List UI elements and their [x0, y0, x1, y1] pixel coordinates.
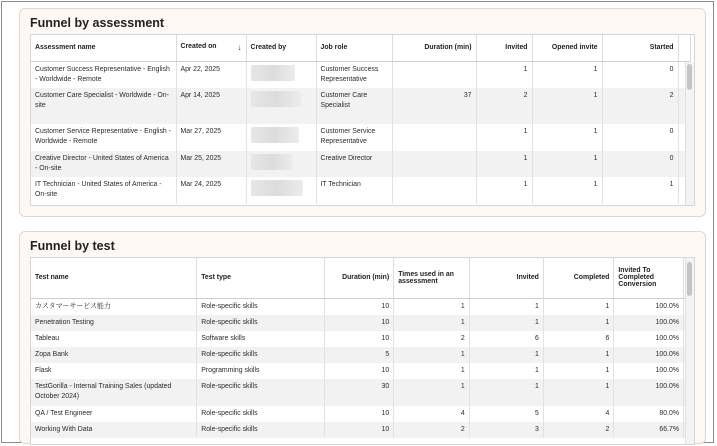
started-cell: 1 [602, 177, 678, 204]
completed-cell: 1 [543, 347, 614, 363]
created-on-cell: Apr 22, 2025 [176, 61, 246, 88]
duration-cell: 10 [324, 363, 393, 379]
col-times-used[interactable]: Times used in an assessment [394, 258, 469, 298]
conversion-cell: 100.0% [614, 363, 684, 379]
conversion-cell: 100.0% [614, 331, 684, 347]
invited-cell: 1 [469, 298, 543, 315]
table-row[interactable] [31, 124, 690, 151]
times-used-cell: 4 [394, 406, 469, 422]
opened-cell: 1 [532, 177, 602, 204]
invited-cell: 1 [469, 347, 543, 363]
times-used-cell: 1 [394, 379, 469, 406]
assessment-table [31, 35, 691, 204]
duration-cell: 10 [324, 422, 393, 438]
invited-cell: 1 [476, 124, 532, 151]
test-section-title: Funnel by test [30, 239, 115, 253]
funnel-by-assessment-card [19, 8, 706, 217]
col-test-type[interactable]: Test type [197, 258, 325, 298]
completed-cell: 1 [543, 298, 614, 315]
scrollbar-thumb[interactable] [687, 262, 692, 296]
sort-desc-icon[interactable]: ↓ [237, 43, 242, 53]
test-name-cell[interactable]: QA / Test Engineer [31, 406, 197, 422]
duration-cell: 10 [324, 331, 393, 347]
vertical-scrollbar[interactable] [685, 62, 694, 205]
times-used-cell: 1 [394, 298, 469, 315]
times-used-cell: 1 [394, 315, 469, 331]
test-name-cell[interactable]: カスタマーサービス能力 [31, 298, 197, 315]
invited-cell: 3 [469, 422, 543, 438]
job-role-cell: Customer Success Representative [316, 61, 392, 88]
col-started[interactable]: Started [602, 35, 678, 61]
table-row[interactable] [31, 406, 694, 422]
table-row[interactable] [31, 315, 694, 331]
conversion-cell: 100.0% [614, 315, 684, 331]
col-conversion[interactable]: Invited To Completed Conversion [614, 258, 684, 298]
test-type-cell: Role-specific skills [197, 347, 325, 363]
started-cell: 0 [602, 124, 678, 151]
completed-cell: 4 [543, 406, 614, 422]
col-invited[interactable]: Invited [476, 35, 532, 61]
col-job-role[interactable]: Job role [316, 35, 392, 61]
table-row[interactable] [31, 298, 694, 315]
redacted-name [251, 127, 299, 143]
col-overflow [678, 35, 690, 61]
table-row[interactable] [31, 347, 694, 363]
test-name-cell[interactable]: Flask [31, 363, 197, 379]
redacted-name [251, 154, 293, 170]
job-role-cell: Customer Service Representative [316, 124, 392, 151]
col-assessment-name[interactable]: Assessment name [31, 35, 176, 61]
col-created-on[interactable] [176, 35, 246, 61]
table-row[interactable] [31, 331, 694, 347]
col-duration[interactable]: Duration (min) [324, 258, 393, 298]
test-name-cell[interactable]: Penetration Testing [31, 315, 197, 331]
test-type-cell: Role-specific skills [197, 379, 325, 406]
table-row[interactable] [31, 151, 690, 177]
completed-cell: 2 [543, 422, 614, 438]
opened-cell: 1 [532, 124, 602, 151]
test-type-cell: Programming skills [197, 363, 325, 379]
created-by-cell [246, 177, 316, 204]
created-by-cell [246, 124, 316, 151]
conversion-cell: 100.0% [614, 347, 684, 363]
started-cell: 0 [602, 151, 678, 177]
completed-cell: 1 [543, 315, 614, 331]
invited-cell: 1 [476, 61, 532, 88]
completed-cell: 1 [543, 379, 614, 406]
table-row[interactable] [31, 61, 690, 88]
test-type-cell: Role-specific skills [197, 406, 325, 422]
times-used-cell: 1 [394, 363, 469, 379]
col-invited[interactable]: Invited [469, 258, 543, 298]
assessment-name-cell[interactable]: IT Technician - United States of America - On-site [31, 177, 176, 204]
duration-cell [392, 61, 476, 88]
completed-cell: 6 [543, 331, 614, 347]
scrollbar-thumb[interactable] [687, 64, 692, 90]
duration-cell [392, 151, 476, 177]
test-type-cell: Software skills [197, 331, 325, 347]
test-type-cell: Role-specific skills [197, 422, 325, 438]
conversion-cell: 80.0% [614, 406, 684, 422]
assessment-name-cell[interactable]: Creative Director - United States of America - On-site [31, 151, 176, 177]
invited-cell: 1 [476, 151, 532, 177]
col-duration[interactable]: Duration (min) [392, 35, 476, 61]
created-on-cell: Apr 14, 2025 [176, 88, 246, 124]
opened-cell: 1 [532, 151, 602, 177]
test-type-cell: Role-specific skills [197, 315, 325, 331]
redacted-name [251, 65, 295, 81]
started-cell: 0 [602, 61, 678, 88]
col-test-name[interactable]: Test name [31, 258, 197, 298]
vertical-scrollbar[interactable] [685, 258, 694, 444]
test-table-container [30, 257, 695, 445]
job-role-cell: Creative Director [316, 151, 392, 177]
completed-cell: 1 [543, 363, 614, 379]
duration-cell: 30 [324, 379, 393, 406]
created-by-cell [246, 151, 316, 177]
times-used-cell: 2 [394, 331, 469, 347]
assessment-name-cell[interactable]: Customer Care Specialist - Worldwide - On-site [31, 88, 176, 124]
redacted-name [251, 180, 303, 196]
invited-cell: 1 [469, 379, 543, 406]
invited-cell: 1 [469, 315, 543, 331]
opened-cell: 1 [532, 88, 602, 124]
created-on-label: Created on [180, 43, 217, 51]
conversion-cell: 100.0% [614, 298, 684, 315]
duration-cell: 5 [324, 347, 393, 363]
test-type-cell: Role-specific skills [197, 298, 325, 315]
assessment-section-title: Funnel by assessment [30, 16, 165, 30]
started-cell: 2 [602, 88, 678, 124]
window-frame [1, 1, 714, 443]
test-name-cell[interactable]: Working With Data [31, 422, 197, 438]
duration-cell [392, 124, 476, 151]
invited-cell: 2 [476, 88, 532, 124]
invited-cell: 5 [469, 406, 543, 422]
times-used-cell: 1 [394, 347, 469, 363]
test-name-cell[interactable]: TestGorilla - Internal Training Sales (updated October 2024) [31, 379, 197, 406]
invited-cell: 1 [476, 177, 532, 204]
conversion-cell: 100.0% [614, 379, 684, 406]
duration-cell: 10 [324, 315, 393, 331]
assessment-table-container [30, 34, 695, 206]
invited-cell: 6 [469, 331, 543, 347]
duration-cell: 37 [392, 88, 476, 124]
created-on-cell: Mar 27, 2025 [176, 124, 246, 151]
col-created-by[interactable]: Created by [246, 35, 316, 61]
job-role-cell: IT Technician [316, 177, 392, 204]
created-on-cell: Mar 25, 2025 [176, 151, 246, 177]
created-by-cell [246, 61, 316, 88]
test-table [31, 258, 694, 438]
job-role-cell: Customer Care Specialist [316, 88, 392, 124]
times-used-cell: 2 [394, 422, 469, 438]
table-row[interactable] [31, 363, 694, 379]
opened-cell: 1 [532, 61, 602, 88]
duration-cell [392, 177, 476, 204]
duration-cell: 10 [324, 298, 393, 315]
assessment-name-cell[interactable]: Customer Service Representative - English - Worldwide - Remote [31, 124, 176, 151]
test-name-cell[interactable]: Tableau [31, 331, 197, 347]
col-opened-invite[interactable]: Opened invite [532, 35, 602, 61]
table-row[interactable] [31, 379, 694, 406]
duration-cell: 10 [324, 406, 393, 422]
test-name-cell[interactable]: Zopa Bank [31, 347, 197, 363]
table-row[interactable] [31, 88, 690, 124]
created-on-cell: Mar 24, 2025 [176, 177, 246, 204]
table-row[interactable] [31, 177, 690, 204]
invited-cell: 1 [469, 363, 543, 379]
created-by-cell [246, 88, 316, 124]
table-row[interactable] [31, 422, 694, 438]
conversion-cell: 66.7% [614, 422, 684, 438]
col-completed[interactable]: Completed [543, 258, 614, 298]
redacted-name [251, 91, 301, 107]
assessment-name-cell[interactable]: Customer Success Representative - English - Worldwide - Remote [31, 61, 176, 88]
funnel-by-test-card [19, 231, 706, 444]
